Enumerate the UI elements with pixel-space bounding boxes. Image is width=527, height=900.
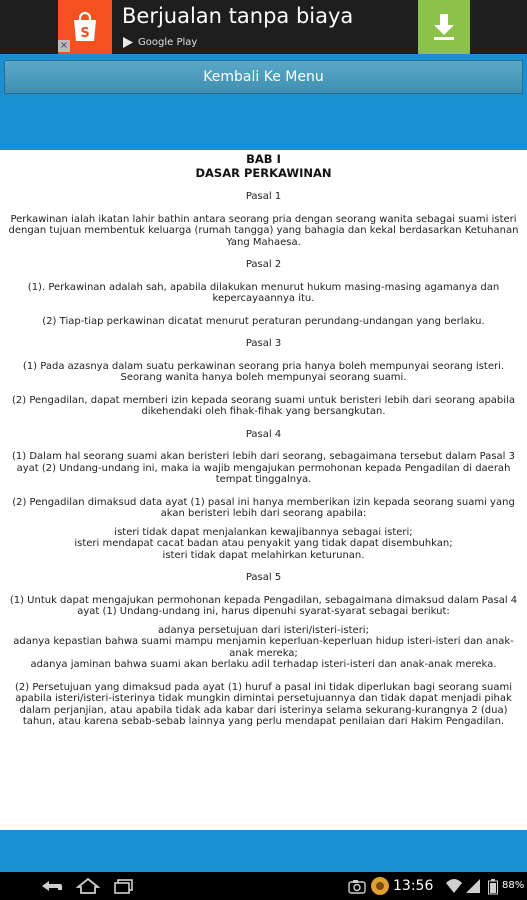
back-to-menu-button[interactable]: Kembali Ke Menu xyxy=(4,60,523,94)
pasal-5-ayat-2: (2) Persetujuan yang dimaksud pada ayat (1) huruf a pasal ini tidak diperlukan bagi seorang suami apabila isteri/isteri-isterinya tidak mungkin dimintai persetujuannya dan tidak dapat menjadi pihak dalam perjanjian, atau apabila tidak ada kabar dari isterinya selama sekurang-kurangnya 2 (dua) tahun, atau karena sebab-sebab lainnya yang perlu mendapat penilaian dari Hakim Pengadilan. xyxy=(15,681,512,727)
pasal-4-ayat-2: (2) Pengadilan dimaksud data ayat (1) pasal ini hanya memberikan izin kepada seorang suami yang akan beristeri lebih dari seorang apabila: xyxy=(12,496,515,519)
pasal-1-title: Pasal 1 xyxy=(245,191,282,202)
clock: 13:56 xyxy=(393,878,434,894)
pasal-4-ayat-1: (1) Dalam hal seorang suami akan beristeri lebih dari seorang, sebagaimana tersebut dalam Pasal 3 ayat (2) Undang-undang ini, maka ia wajib mengajukan permohonan kepada Pengadilan di daerah tempat tinggalnya. xyxy=(12,451,515,485)
signal-icon xyxy=(466,878,480,898)
ad-banner[interactable] xyxy=(0,0,527,54)
list-item: isteri tidak dapat melahirkan keturunan. xyxy=(162,549,365,561)
back-icon[interactable] xyxy=(40,878,64,898)
list-item: adanya persetujuan dari isteri/isteri-isteri; xyxy=(158,624,369,636)
system-bar xyxy=(0,872,527,900)
chapter-title: DASAR PERKAWINAN xyxy=(195,166,332,180)
wifi-icon xyxy=(446,878,462,898)
download-button[interactable] xyxy=(418,0,470,54)
pasal-3-title: Pasal 3 xyxy=(245,338,282,349)
app-content xyxy=(0,54,527,872)
recents-icon[interactable] xyxy=(112,878,136,898)
play-store-icon xyxy=(122,36,134,49)
download-icon xyxy=(431,12,457,42)
pasal-2-title: Pasal 2 xyxy=(245,259,282,270)
camera-icon xyxy=(348,878,366,898)
battery-icon xyxy=(488,879,498,899)
pasal-3-ayat-2: (2) Pengadilan, dapat memberi izin kepada seorang suami untuk beristeri lebih dari seorang apabila dikehendaki oleh fihak-fihak yang bersangkutan. xyxy=(12,394,515,417)
list-item: isteri mendapat cacat badan atau penyakit yang tidak dapat disembuhkan; xyxy=(74,538,453,549)
store-label: Google Play xyxy=(138,37,198,48)
pasal-2-ayat-2: (2) Tiap-tiap perkawinan dicatat menurut peraturan perundang-undangan yang berlaku. xyxy=(42,315,485,327)
svg-text:S: S xyxy=(80,26,90,41)
document-view[interactable] xyxy=(0,150,527,830)
home-icon[interactable] xyxy=(76,878,100,898)
pasal-5-title: Pasal 5 xyxy=(245,572,282,583)
google-play-badge[interactable] xyxy=(122,36,197,49)
list-item: isteri tidak dapat menjalankan kewajibannya sebagai isteri; xyxy=(114,526,413,538)
ad-title[interactable]: Berjualan tanpa biaya xyxy=(122,4,354,28)
pasal-2-ayat-1: (1). Perkawinan adalah sah, apabila dilakukan menurut hukum masing-masing agamanya dan kepercayaannya itu. xyxy=(27,281,500,304)
list-item: adanya kepastian bahwa suami mampu menjamin keperluan-keperluan hidup isteri-isteri dan anak-anak mereka; xyxy=(13,636,514,659)
pasal-5-ayat-1: (1) Untuk dapat mengajukan permohonan kepada Pengadilan, sebagaimana dimaksud dalam Pasal 4 ayat (1) Undang-undang ini, harus dipenuhi syarat-syarat sebagai berikut: xyxy=(9,594,518,617)
pasal-4-title: Pasal 4 xyxy=(245,428,282,440)
chapter-number: BAB I xyxy=(246,152,281,166)
pasal-3-ayat-1: (1) Pada azasnya dalam suatu perkawinan seorang pria hanya boleh mempunyai seorang isteri. Seorang wanita hanya boleh mempunyai seorang suami. xyxy=(22,360,505,383)
battery-percent: 88% xyxy=(502,880,525,891)
app-icon xyxy=(370,876,390,900)
pasal-1-text: Perkawinan ialah ikatan lahir bathin antara seorang pria dengan seorang wanita sebagai suami isteri dengan tujuan membentuk keluarga (rumah tangga) yang bahagia dan kekal berdasarkan Ketuhanan Yang Mahaesa. xyxy=(8,213,519,248)
ad-close-icon[interactable]: × xyxy=(59,40,69,51)
list-item: adanya jaminan bahwa suami akan berlaku adil terhadap isteri-isteri dan anak-anak mereka. xyxy=(30,659,497,670)
